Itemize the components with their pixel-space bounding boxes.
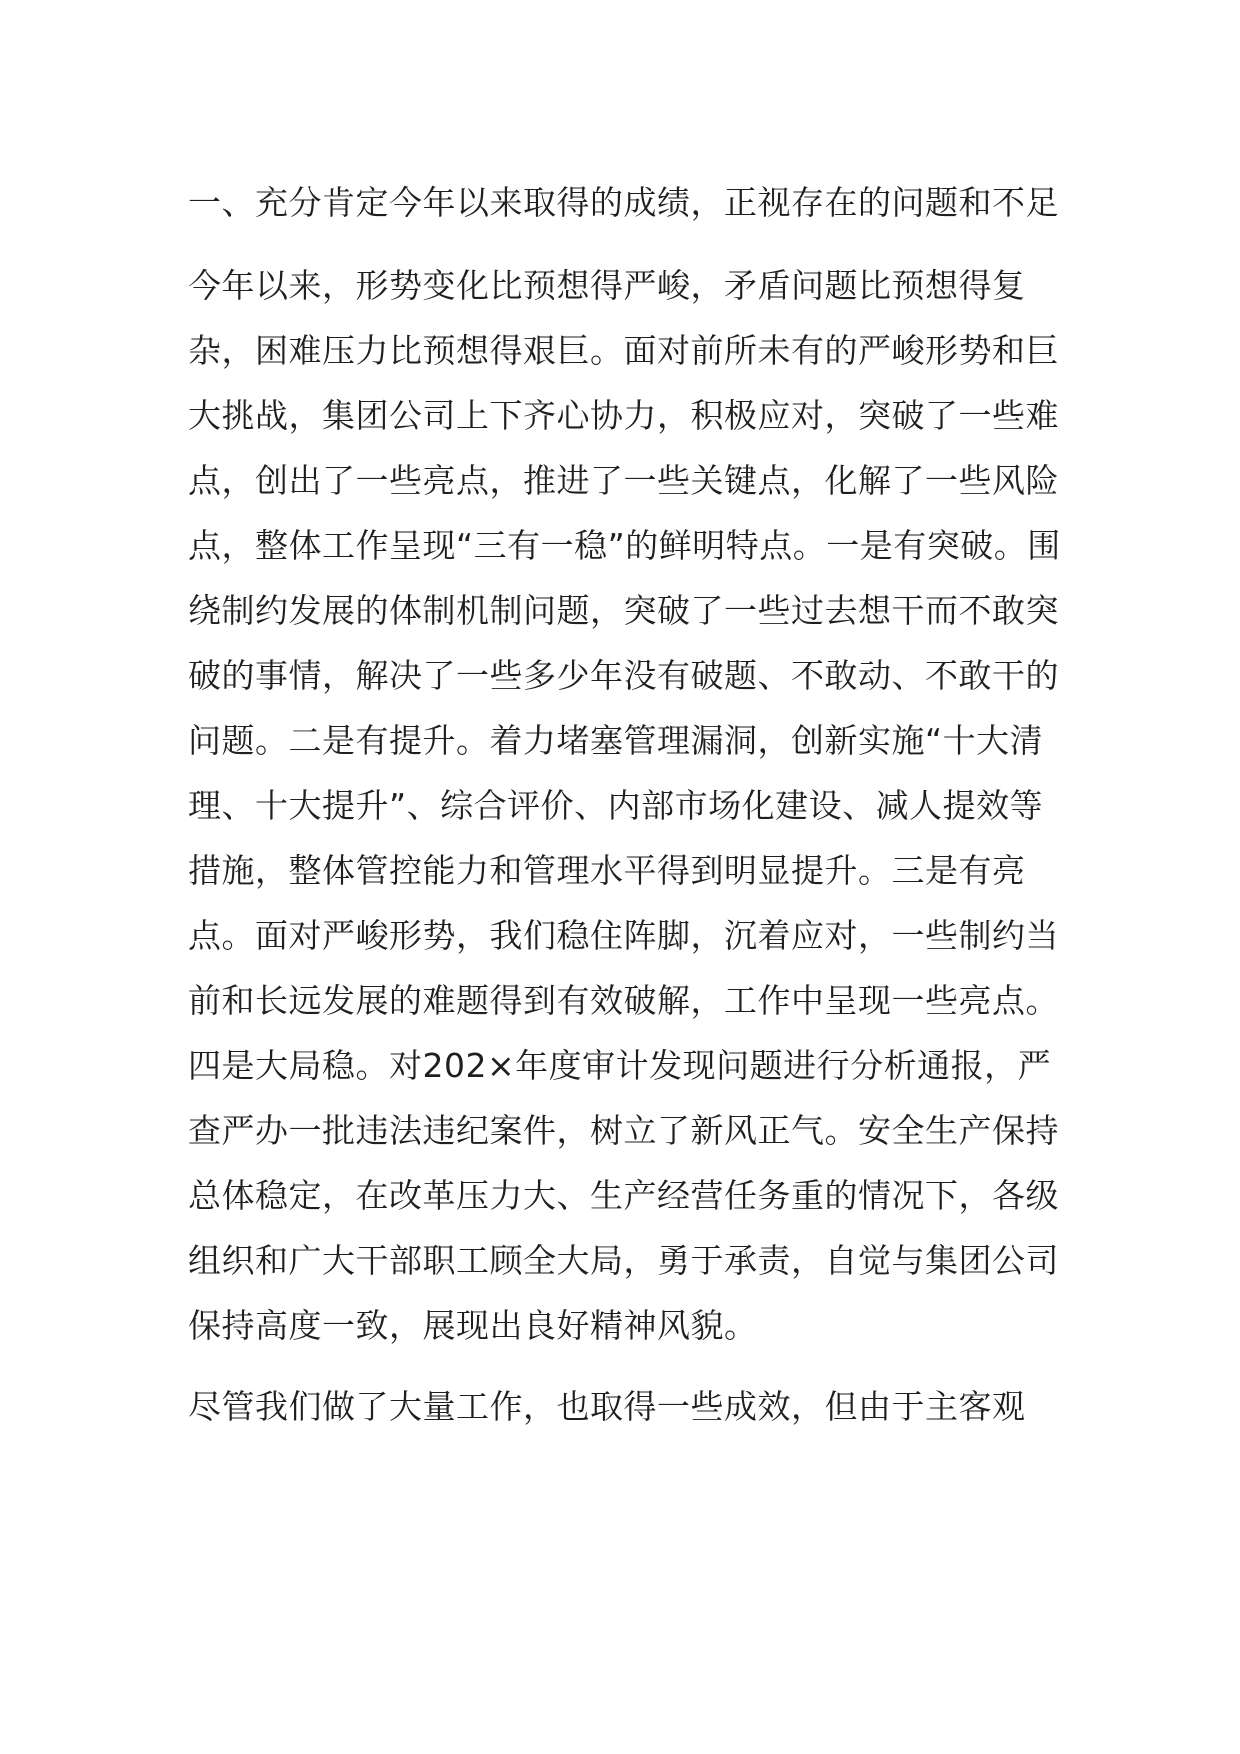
document-body: [188, 170, 1068, 1455]
body-paragraph: 尽管我们做了大量工作，也取得一些成效，但由于主客观: [188, 1387, 1026, 1426]
section-heading: 一、充分肯定今年以来取得的成绩，正视存在的问题和不足: [188, 183, 1059, 222]
body-paragraph: 今年以来，形势变化比预想得严峻，矛盾问题比预想得复杂，困难压力比预想得艰巨。面对前所未有的严峻形势和巨大挑战，集团公司上下齐心协力，积极应对，突破了一些难点，创出了一些亮点，推进了一些关键点，化解了一些风险点，整体工作呈现“三有一稳”的鲜明特点。一是有突破。围绕制约发展的体制机制问题，突破了一些过去想干而不敢突破的事情，解决了一些多少年没有破题、不敢动、不敢干的问题。二是有提升。着力堵塞管理漏洞，创新实施“十大清理、十大提升”、综合评价、内部市场化建设、减人提效等措施，整体管控能力和管理水平得到明显提升。三是有亮点。面对严峻形势，我们稳住阵脚，沉着应对，一些制约当前和长远发展的难题得到有效破解，工作中呈现一些亮点。四是大局稳。对202×年度审计发现问题进行分析通报，严查严办一批违法违纪案件，树立了新风正气。安全生产保持总体稳定，在改革压力大、生产经营任务重的情况下，各级组织和广大干部职工顾全大局，勇于承责，自觉与集团公司保持高度一致，展现出良好精神风貌。: [188, 266, 1061, 1345]
